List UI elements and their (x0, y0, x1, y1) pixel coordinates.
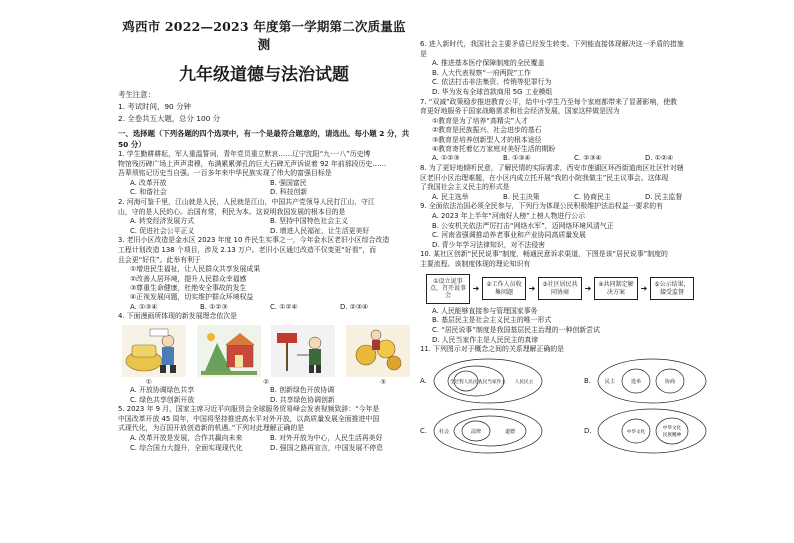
diagram-text: 人民民主 (514, 379, 534, 385)
option-c[interactable]: C. 和谐社会 (130, 188, 167, 197)
cartoon-label: ② (263, 377, 269, 386)
cartoon-row (118, 325, 410, 377)
question-3 (118, 236, 410, 312)
diagram-text: 全过程人民民主 (449, 379, 483, 385)
option-b[interactable]: B. 人大代表视察“一府两院”工作 (432, 68, 531, 77)
option-b[interactable]: B. 创新绿色开放协调 (270, 385, 335, 394)
question-stem: 2. 河海可鉴千里，江山就是人民，人民就是江山，中国共产党领导人民打江山、守江 (118, 197, 375, 206)
question-stem: 中国改革开放 45 周年，中国将坚持推进高水平对外开放，以高质量发展全面推进中国 (118, 414, 380, 423)
question-stem: 是 (420, 49, 427, 58)
notice-heading: 考生注意： (118, 90, 155, 99)
option-b[interactable]: B. 强国富民 (270, 178, 307, 187)
question-10 (420, 250, 716, 345)
option-c[interactable]: C. 依法打击非法集资、传销等犯罪行为 (432, 78, 552, 87)
left-column (118, 0, 410, 543)
option-b[interactable]: B. 民主决策 (503, 192, 540, 201)
flow-step: ⑤公示结果，接受监督 (650, 277, 694, 300)
option-c[interactable]: C. 协商民主 (574, 192, 611, 201)
question-stem: 工程计划改造 138 个项目，涉及 2.13 万户。老旧小区通过改造不仅变更“好看”，而 (118, 245, 377, 254)
question-stem: 10. 某社区创新“民民说事”制度，畅通民意诉求渠道，下图是该“居民说事”制度的 (420, 250, 668, 259)
right-column (420, 0, 716, 543)
cartoon-label: ③ (380, 377, 386, 386)
diagram-option-d[interactable] (584, 407, 708, 455)
option-c[interactable]: C. ②③④ (574, 154, 602, 163)
question-stem: 了我国社会主义民主的形式是 (420, 183, 510, 192)
option-d[interactable]: D. 强国之路再宣言，中国发展不停息 (270, 443, 384, 452)
option-d[interactable]: D. 华为发布全球首款商用 5G 工业模组 (432, 87, 553, 96)
diagram-letter: D. (584, 426, 592, 435)
option-a[interactable]: A. 2023 年上半年“河南好人榜”上榜人物进行公示 (432, 211, 585, 220)
option-d[interactable]: D. 人民当家作主是人民民主的真谛 (432, 335, 539, 344)
option-c[interactable]: C. 综合国力大提升，全面实现现代化 (130, 443, 243, 452)
statement-item: ④正视发展问题，切实维护群众环境权益 (130, 293, 254, 302)
option-d[interactable]: D. 民主监督 (645, 192, 683, 201)
nested-ellipse-diagram (432, 407, 544, 455)
option-a[interactable]: A. 改革开放 (130, 178, 167, 187)
statement-item: ①教育是为了培养“高精尖”人才 (432, 116, 529, 125)
question-stem: 3. 老旧小区改造是金水区 2023 年度 10 件民生实事之一，今年金水区老旧小区综合改造 (118, 236, 390, 245)
section-heading: 一、选择题（下列各题的四个选项中，有一个是最符合题意的，请选出。每小题 2 分，共 50 分） (118, 129, 410, 149)
option-b[interactable]: B. 坚持中国特色社会主义 (270, 217, 349, 226)
question-stem: 区老旧小区治理难题，在小区内成立托开展“我的小院我做主”民主议事会。这体现 (420, 173, 669, 182)
statement-item: ④教育寄托着亿万家庭对美好生活的期盼 (432, 144, 556, 153)
diagram-letter: A. (420, 376, 427, 385)
notice (118, 89, 410, 125)
diagram-text: 中华文化 (662, 425, 682, 431)
option-d[interactable]: D. 科技创新 (270, 188, 308, 197)
diagram-text: 人民当家作主 (478, 379, 506, 385)
option-c[interactable]: C. 绿色共享创新开放 (130, 395, 195, 404)
question-6 (420, 40, 716, 98)
option-a[interactable]: A. 改革开放是发展，合作共赢向未来 (130, 433, 243, 442)
question-9 (420, 202, 716, 250)
question-11 (420, 345, 716, 455)
question-stem: 吾辈须铭记历史当自强。一百多年来中华民族实现了伟大的富强目标是 (118, 169, 332, 178)
diagram-option-a[interactable] (420, 357, 544, 405)
cartoon-image-2 (197, 325, 261, 377)
nested-ellipse-diagram (596, 357, 708, 405)
option-d[interactable]: D. ①②④ (645, 154, 674, 163)
diagram-text: 中华文化 (626, 429, 646, 435)
arrow-right-icon: ➜ (584, 284, 592, 294)
statement-item: ③尊重生命健康，杜绝安全事故的发生 (130, 283, 247, 292)
diagram-text: 协商 (664, 378, 676, 385)
option-d[interactable]: D. ②③④ (340, 302, 369, 311)
cartoon-image-3 (271, 325, 335, 377)
diagram-option-c[interactable] (420, 407, 544, 455)
option-a[interactable]: A. ①②③ (432, 154, 460, 163)
question-stem: 式现代化，为百国开放创造新的机遇。”下列对此理解正确的是 (118, 424, 305, 433)
statement-item: ③教育是培养创新型人才的根本途径 (432, 135, 542, 144)
diagram-row (420, 407, 716, 455)
question-8 (420, 164, 716, 202)
statement-item: ①增进民生福祉，让人民群众共享发展成果 (130, 265, 261, 274)
arrow-right-icon: ➜ (528, 284, 536, 294)
diagram-text: 民主 (604, 378, 616, 385)
diagram-text: 道德 (504, 428, 516, 435)
diagram-text: 民族精神 (662, 432, 682, 438)
option-a[interactable]: A. 民主选举 (432, 192, 469, 201)
question-7 (420, 98, 716, 164)
subject-title: 九年级道德与法治试题 (179, 65, 349, 85)
arrow-right-icon: ➜ (640, 284, 648, 294)
question-stem: 物馆残历碑广场上声声肃穆，布满累累弹孔的巨大石碑无声诉说着 92 年前那段历史…… (118, 159, 387, 168)
cartoon-image-4 (346, 325, 410, 377)
option-c[interactable]: C. “居民说事”制度是我国基层民主治理的一种创新尝试 (432, 325, 600, 334)
question-stem: 7. “双减”政策稳步推进教育公平，给中小学生乃至每个家庭都带来了显著影响，使教 (420, 97, 678, 106)
nested-ellipse-diagram (596, 407, 708, 455)
statement-item: ②教育是民族振兴、社会进步的基石 (432, 126, 542, 135)
question-stem: 6. 进入新时代，我国社会主要矛盾已经发生转变。下列能直接体现解决这一矛盾的措施 (420, 40, 684, 48)
option-a[interactable]: A. 人民能够直接参与管理国家事务 (432, 306, 538, 315)
option-b[interactable]: B. ①③④ (503, 154, 531, 163)
question-stem: 4. 下面漫画所体现的新发展理念依次是 (118, 312, 238, 321)
diagram-text: 法律 (470, 428, 482, 435)
statement-item: ②改善人居环境，提升人民群众幸福感 (130, 274, 247, 283)
question-stem: 山，守的是人民的心。治国有常，利民为本。这说明我国发展的根本目的是 (118, 207, 346, 216)
diagram-row (420, 357, 716, 405)
flow-step: ④共同制定解决方案 (594, 277, 638, 300)
cartoon-label: ① (146, 377, 152, 386)
exam-title: 鸡西市 2022—2023 年度第一学期第二次质量监测 (122, 19, 406, 52)
option-b[interactable]: B. 对外开放为中心，人民生活再美好 (270, 433, 383, 442)
question-stem: 且会更“好住”。此举有利于 (118, 255, 201, 264)
option-d[interactable]: D. 青少年学习法律知识，对不法侵害 (432, 240, 546, 249)
question-stem: 8. 为了更好地倾听民意，了解民情的实际需求，西安市莲湖区环西街道南区社区针对辖 (420, 163, 684, 172)
diagram-letter: C. (420, 426, 428, 435)
nested-ellipse-diagram (432, 357, 544, 405)
process-flowchart (426, 274, 716, 304)
question-stem: 11. 下列图示对于概念之间的关系理解正确的是 (420, 345, 565, 354)
question-2 (118, 198, 410, 236)
question-4 (118, 312, 410, 405)
flow-step: ③社区居民共同协商 (538, 277, 582, 300)
diagram-text: 社会 (438, 428, 450, 435)
option-d[interactable]: D. 增进人民福祉，让生活更美好 (270, 226, 370, 235)
flow-step: ①设立说事点，召开说事会 (426, 274, 470, 304)
option-a[interactable]: A. 推进基本医疗保障制度的全民覆盖 (432, 59, 545, 68)
diagram-option-b[interactable] (584, 357, 708, 405)
option-c[interactable]: C. 促进社会公平正义 (130, 226, 195, 235)
option-a[interactable]: A. 开放协调绿色共享 (130, 385, 195, 394)
notice-item: 2. 全卷共五大题，总分 100 分 (118, 114, 221, 123)
option-b[interactable]: B. 基层民主是社会主义民主的唯一形式 (432, 316, 552, 325)
cartoon-image-1 (122, 325, 186, 377)
option-b[interactable]: B. ①②③ (200, 302, 228, 311)
question-stem: 5. 2023 年 9 月，国家主席习近平向服贸会全球服务贸易峰会发表视频致辞：“今年是 (118, 405, 380, 414)
arrow-right-icon: ➜ (472, 284, 480, 294)
option-b[interactable]: B. 公安机关依法严厉打击“网络水军”，迈网络环境风清气正 (432, 221, 614, 230)
option-a[interactable]: A. 转变经济发展方式 (130, 217, 195, 226)
diagram-letter: B. (584, 376, 591, 385)
option-a[interactable]: A. ①③④ (130, 302, 158, 311)
option-d[interactable]: D. 共享绿色协调创新 (270, 395, 335, 404)
diagram-text: 选举 (630, 378, 642, 385)
question-1 (118, 150, 410, 198)
option-c[interactable]: C. ①②④ (270, 302, 298, 311)
question-stem: 1. 学生勤耕耕耘，军人重温誓词，青年党员重立默哀……辽宁沈阳“九·一八”历史博 (118, 150, 371, 158)
notice-item: 1. 考试时间，90 分钟 (118, 102, 191, 111)
flow-step: ②工作人员收集问题 (482, 277, 526, 300)
option-c[interactable]: C. 河南省强调推动养老事业和产业协同高质量发展 (432, 231, 586, 240)
cartoon-labels (118, 378, 410, 386)
question-stem: 育更好地服务于国家战略需求和社会经济发展，国家这样做是因为 (420, 107, 620, 116)
question-stem: 主要流程。该制度体现的理论知识有 (420, 259, 531, 268)
question-5 (118, 405, 410, 453)
question-stem: 9. 全面依法治国必须全民参与，下列行为体现公民积极维护法治权益一要求的有 (420, 202, 664, 211)
